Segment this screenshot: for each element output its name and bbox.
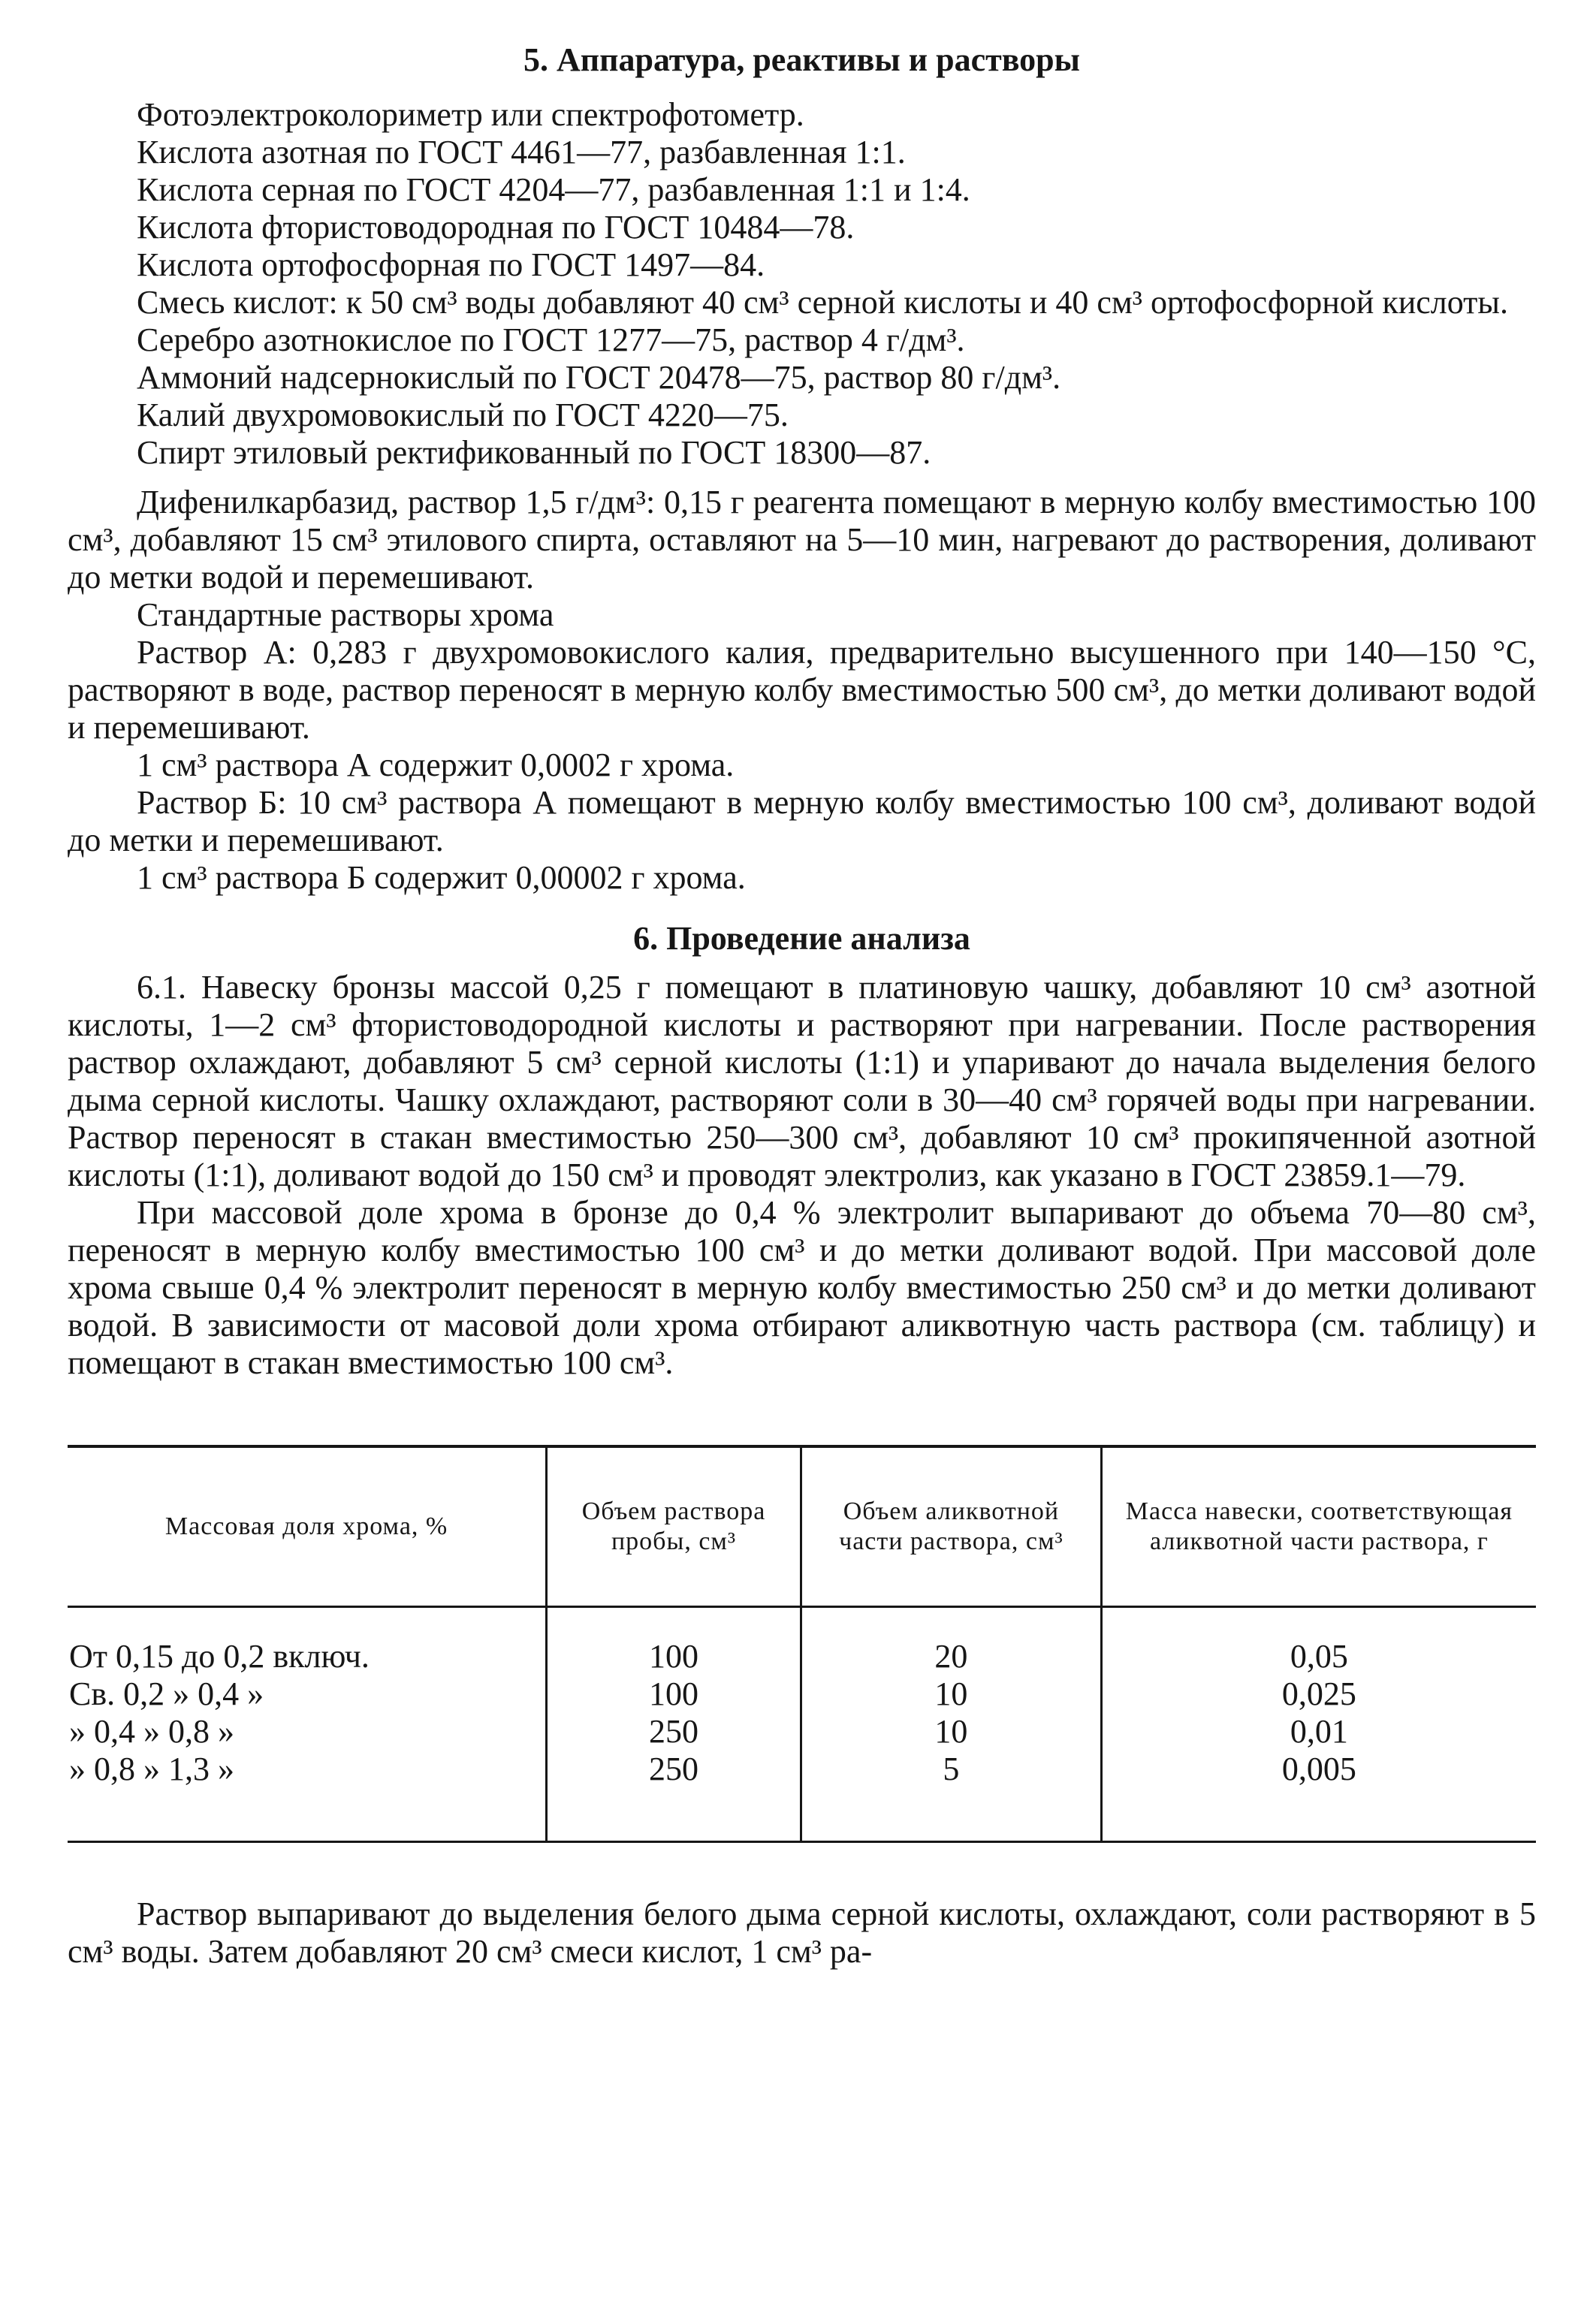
list-item: Спирт этиловый ректификованный по ГОСТ 18300—87. bbox=[137, 434, 931, 471]
table-cell: 250 bbox=[547, 1713, 801, 1751]
table-header-row bbox=[68, 1446, 1536, 1607]
table-cell: 100 bbox=[547, 1607, 801, 1676]
table-cell: Св. 0,2 » 0,4 » bbox=[69, 1675, 264, 1712]
table-cell: 0,05 bbox=[1101, 1607, 1536, 1676]
list-item: Кислота фтористоводородная по ГОСТ 10484—78. bbox=[137, 209, 855, 246]
table-row bbox=[68, 1751, 1536, 1842]
document-page bbox=[68, 38, 1536, 1971]
solution-a-paragraph: Раствор А: 0,283 г двухромовокислого калия, предварительно высушенного при 140—150 °С, растворяют в воде, раствор переносят в мерную колбу вместимостью 500 см³, до метки доливают водой и перемешивают. bbox=[68, 634, 1536, 746]
list-item: Фотоэлектроколориметр или спектрофотометр. bbox=[137, 96, 804, 133]
list-item: Кислота азотная по ГОСТ 4461—77, разбавленная 1:1. bbox=[137, 134, 906, 170]
reagents-list bbox=[68, 96, 1536, 284]
analysis-paragraph-2: При массовой доле хрома в бронзе до 0,4 % электролит выпаривают до объема 70—80 см³, переносят в мерную колбу вместимостью 100 см³ и до метки доливают водой. При массовой доле хрома свыше 0,4 % электролит переносят в мерную колбу вместимостью 250 см³ и до метки доливают водой. В зависимости от масовой доли хрома отбирают аликвотную часть раствора (см. таблицу) и помещают в стакан вместимостью 100 см³. bbox=[68, 1194, 1536, 1381]
header-chromium-fraction: Массовая доля хрома, % bbox=[68, 1446, 547, 1607]
header-aliquot-volume: Объем аликвотной части раствора, см³ bbox=[801, 1446, 1101, 1607]
header-sample-volume: Объем раствора пробы, см³ bbox=[547, 1446, 801, 1607]
solution-b-paragraph: Раствор Б: 10 см³ раствора А помещают в мерную колбу вместимостью 100 см³, доливают водой до метки и перемешивают. bbox=[68, 784, 1536, 858]
aliquot-table bbox=[68, 1445, 1536, 1843]
diphenylcarbazide-paragraph: Дифенилкарбазид, раствор 1,5 г/дм³: 0,15 г реагента помещают в мерную колбу вместимостью 100 см³, добавляют 15 см³ этилового спирта, оставляют на 5—10 мин, нагревают до растворения, доливают до метки водой и перемешивают. bbox=[68, 484, 1536, 596]
list-item: Серебро азотнокислое по ГОСТ 1277—75, раствор 4 г/дм³. bbox=[137, 321, 965, 358]
table-cell: 0,01 bbox=[1101, 1713, 1536, 1751]
section-5-title: 5. Аппаратура, реактивы и растворы bbox=[523, 41, 1080, 78]
list-item: Кислота ортофосфорная по ГОСТ 1497—84. bbox=[137, 246, 765, 283]
table-cell: 20 bbox=[801, 1607, 1101, 1676]
solution-b-note: 1 см³ раствора Б содержит 0,00002 г хрома. bbox=[137, 859, 746, 896]
table-row bbox=[68, 1675, 1536, 1713]
reagents-list-2 bbox=[68, 321, 1536, 472]
analysis-paragraph-1: 6.1. Навеску бронзы массой 0,25 г помещают в платиновую чашку, добавляют 10 см³ азотной кислоты, 1—2 см³ фтористоводородной кислоты и растворяют при нагревании. После растворения раствор охлаждают, добавляют 5 см³ серной кислоты (1:1) и упаривают до начала выделения белого дыма серной кислоты. Чашку охлаждают, растворяют соли в 30—40 см³ горячей воды при нагревании. Раствор переносят в стакан вместимостью 250—300 см³, добавляют 10 см³ прокипяченной азотной кислоты (1:1), доливают водой до 150 см³ и проводят электролиз, как указано в ГОСТ 23859.1—79. bbox=[68, 969, 1536, 1193]
header-sample-mass: Масса навески, соответствующая аликвотной части раствора, г bbox=[1101, 1446, 1536, 1607]
table-cell: От 0,15 до 0,2 включ. bbox=[69, 1638, 370, 1675]
list-item: Кислота серная по ГОСТ 4204—77, разбавленная 1:1 и 1:4. bbox=[137, 171, 970, 208]
table-cell: 0,025 bbox=[1101, 1675, 1536, 1713]
table-cell: 100 bbox=[547, 1675, 801, 1713]
table-cell: 250 bbox=[547, 1751, 801, 1842]
acid-mix-paragraph: Смесь кислот: к 50 см³ воды добавляют 40 см³ серной кислоты и 40 см³ ортофосфорной кислоты. bbox=[137, 284, 1508, 321]
section-6-title: 6. Проведение анализа bbox=[633, 920, 970, 957]
list-item: Калий двухромовокислый по ГОСТ 4220—75. bbox=[137, 397, 789, 433]
table-cell: » 0,4 » 0,8 » bbox=[69, 1713, 234, 1750]
standards-heading: Стандартные растворы хрома bbox=[137, 596, 554, 633]
table-cell: » 0,8 » 1,3 » bbox=[69, 1751, 234, 1787]
analysis-paragraph-3: Раствор выпаривают до выделения белого дыма серной кислоты, охлаждают, соли растворяют в 5 см³ воды. Затем добавляют 20 см³ смеси кислот, 1 см³ ра- bbox=[68, 1895, 1536, 1970]
table-cell: 0,005 bbox=[1101, 1751, 1536, 1842]
table-row bbox=[68, 1713, 1536, 1751]
table-cell: 5 bbox=[801, 1751, 1101, 1842]
table-cell: 10 bbox=[801, 1675, 1101, 1713]
table-row bbox=[68, 1607, 1536, 1676]
solution-a-note: 1 см³ раствора А содержит 0,0002 г хрома. bbox=[137, 746, 735, 783]
table-cell: 10 bbox=[801, 1713, 1101, 1751]
list-item: Аммоний надсернокислый по ГОСТ 20478—75, раствор 80 г/дм³. bbox=[137, 359, 1061, 396]
